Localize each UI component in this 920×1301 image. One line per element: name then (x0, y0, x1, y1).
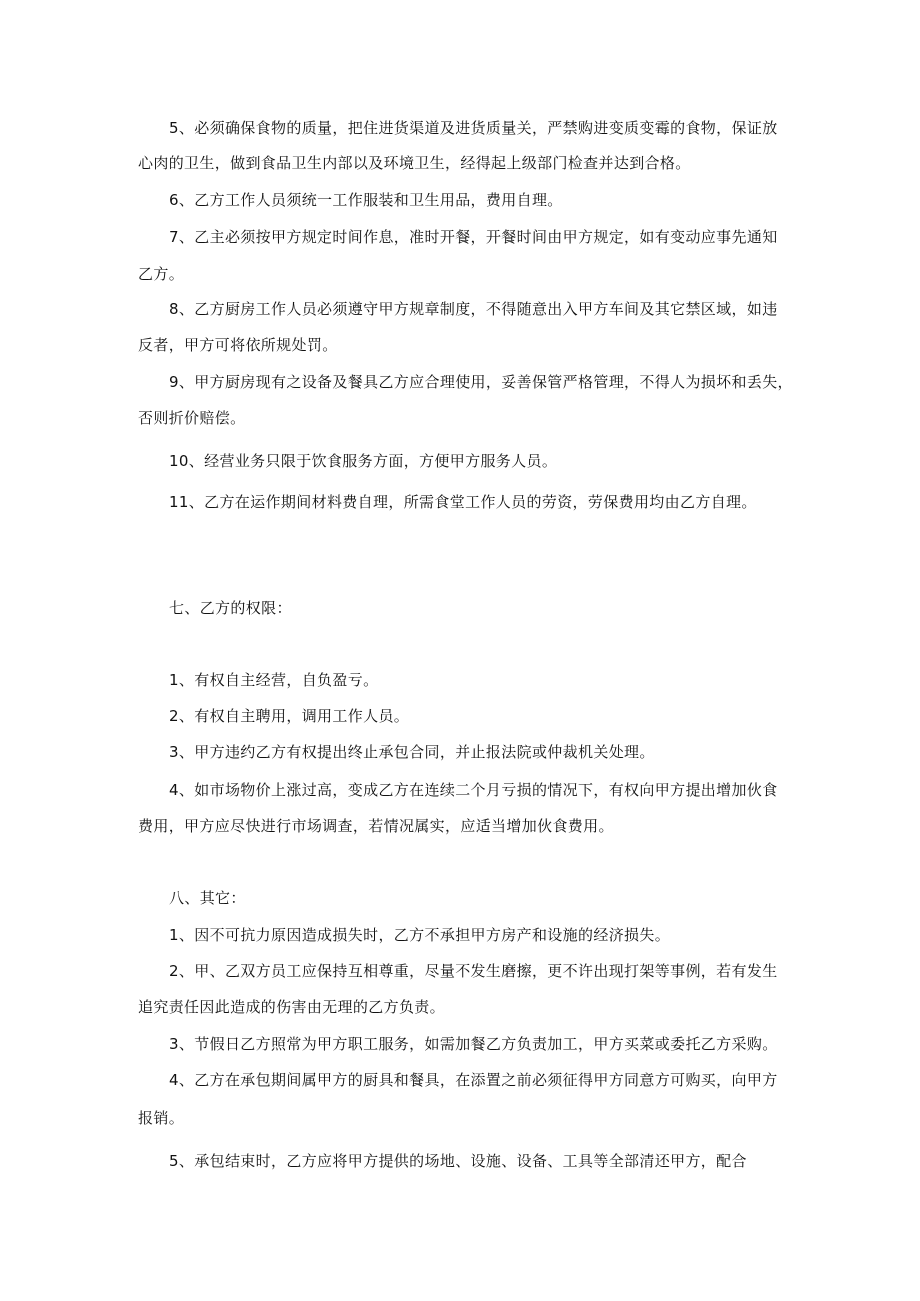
duty-8-line-1: 8、乙方厨房工作人员必须遵守甲方规章制度，不得随意出入甲方车间及其它禁区域，如违 (169, 300, 778, 318)
duty-7-line-1: 7、乙主必须按甲方规定时间作息，准时开餐，开餐时间由甲方规定，如有变动应事先通知 (169, 228, 778, 246)
duty-5-line-2: 心肉的卫生，做到食品卫生内部以及环境卫生，经得起上级部门检查并达到合格。 (138, 154, 691, 172)
section-7-heading: 七、乙方的权限： (169, 599, 292, 617)
duty-8-line-2: 反者，甲方可将依所规处罚。 (138, 336, 338, 354)
section-8-item-2-line-2: 追究责任因此造成的伤害由无理的乙方负责。 (138, 998, 446, 1016)
section-8-item-5-line-1: 5、承包结束时，乙方应将甲方提供的场地、设施、设备、工具等全部清还甲方，配合 (169, 1152, 747, 1170)
section-7-item-3: 3、甲方违约乙方有权提出终止承包合同，并止报法院或仲裁机关处理。 (169, 743, 655, 761)
section-8-item-4-line-1: 4、乙方在承包期间属甲方的厨具和餐具，在添置之前必须征得甲方同意方可购买，向甲方 (169, 1071, 778, 1089)
section-8-item-3: 3、节假日乙方照常为甲方职工服务，如需加餐乙方负责加工，甲方买菜或委托乙方采购。 (169, 1035, 778, 1053)
duty-6-line-1: 6、乙方工作人员须统一工作服装和卫生用品，费用自理。 (169, 191, 563, 209)
section-8-item-2-line-1: 2、甲、乙双方员工应保持互相尊重，尽量不发生磨擦，更不许出现打架等事例，若有发生 (169, 962, 778, 980)
duty-11-line-1: 11、乙方在运作期间材料费自理，所需食堂工作人员的劳资，劳保费用均由乙方自理。 (169, 493, 757, 511)
duty-9-line-2: 否则折价赔偿。 (138, 409, 246, 427)
section-8-item-4-line-2: 报销。 (138, 1109, 185, 1127)
duty-5-line-1: 5、必须确保食物的质量，把住进货渠道及进货质量关，严禁购进变质变霉的食物，保证放 (169, 119, 778, 137)
duty-10-line-1: 10、经营业务只限于饮食服务方面，方便甲方服务人员。 (169, 452, 558, 470)
section-7-item-4-line-2: 费用，甲方应尽快进行市场调查，若情况属实，应适当增加伙食费用。 (138, 817, 614, 835)
section-7-item-2: 2、有权自主聘用，调用工作人员。 (169, 707, 410, 725)
duty-7-line-2: 乙方。 (138, 265, 185, 283)
duty-9-line-1: 9、甲方厨房现有之设备及餐具乙方应合理使用，妥善保管严格管理，不得人为损坏和丢失， (169, 373, 793, 391)
section-8-heading: 八、其它： (169, 889, 246, 907)
section-7-item-4-line-1: 4、如市场物价上涨过高，变成乙方在连续二个月亏损的情况下，有权向甲方提出增加伙食 (169, 781, 778, 799)
section-8-item-1: 1、因不可抗力原因造成损失时，乙方不承担甲方房产和设施的经济损失。 (169, 926, 671, 944)
section-7-item-1: 1、有权自主经营，自负盈亏。 (169, 671, 379, 689)
